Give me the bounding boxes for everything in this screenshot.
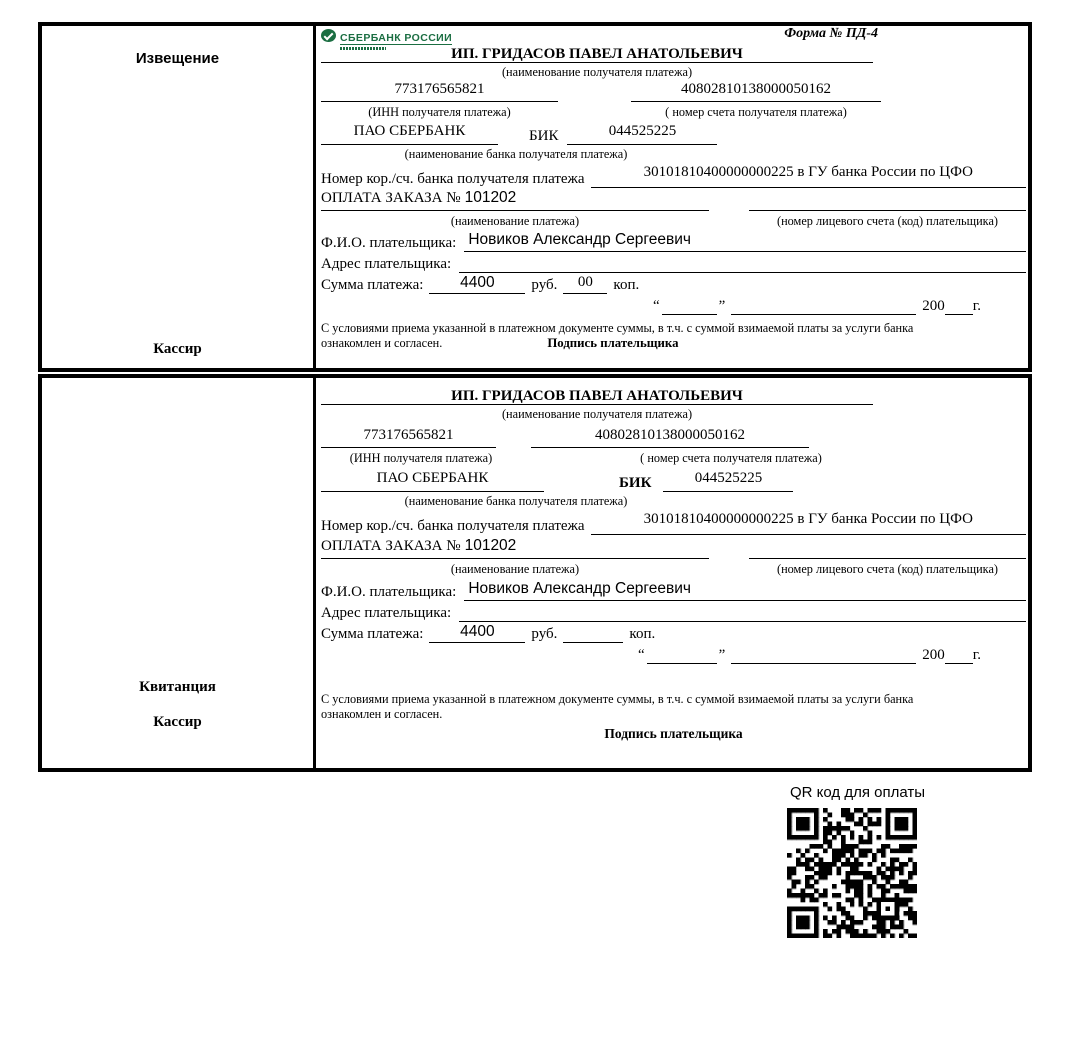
sum-rub-value: 4400	[429, 623, 525, 643]
account-caption: ( номер счета получателя платежа)	[665, 105, 847, 119]
sum-kop-value: 00	[563, 274, 607, 294]
date-year-field	[945, 314, 973, 315]
signature-label: Подпись плательщика	[547, 336, 679, 350]
fio-label: Ф.И.О. плательщика:	[321, 235, 457, 251]
rub-label: руб.	[531, 626, 558, 642]
notice-left-cell	[42, 26, 316, 368]
date-line: “ ” 200 г.	[637, 647, 981, 663]
payment-name-value: ОПЛАТА ЗАКАЗА № 101202	[321, 537, 709, 559]
address-label: Адрес плательщика:	[321, 256, 452, 272]
qr-code	[787, 808, 917, 938]
payment-caption: (наименование платежа)	[450, 214, 580, 228]
receipt-label: Квитанция	[139, 679, 216, 695]
address-value	[459, 602, 1026, 622]
corr-account-label: Номер кор./сч. банка получателя платежа	[321, 518, 585, 534]
account-value: 40802810138000050162	[531, 427, 809, 448]
account-value: 40802810138000050162	[631, 81, 881, 102]
notice-label: Извещение	[135, 50, 220, 67]
sum-label: Сумма платежа:	[321, 277, 424, 293]
order-number: 101202	[464, 537, 517, 554]
address-label: Адрес плательщика:	[321, 605, 452, 621]
kop-label: коп.	[629, 626, 656, 642]
payment-name-value: ОПЛАТА ЗАКАЗА № 101202	[321, 189, 709, 211]
corr-account-label: Номер кор./сч. банка получателя платежа	[321, 171, 585, 187]
bank-caption: (наименование банка получателя платежа)	[404, 494, 628, 508]
bik-value: 044525225	[567, 123, 717, 145]
sum-rub-value: 4400	[429, 274, 525, 294]
notice-form-area	[316, 26, 1028, 368]
sberbank-logo	[321, 28, 452, 50]
date-year-field	[945, 663, 973, 664]
receipt-cashier-label: Кассир	[153, 714, 202, 730]
fio-label: Ф.И.О. плательщика:	[321, 584, 457, 600]
order-number: 101202	[464, 189, 517, 206]
payee-caption: (наименование получателя платежа)	[501, 407, 693, 421]
receipt-left-cell	[42, 378, 316, 768]
kop-label: коп.	[613, 277, 640, 293]
bik-label: БИК	[529, 128, 559, 144]
agreement-text: С условиями приема указанной в платежном документе суммы, в т.ч. с суммой взимаемой платы за услуги банка ознакомлен и согласен. Подпись плательщика	[321, 321, 914, 350]
inn-value: 773176565821	[321, 427, 496, 448]
personal-account-caption: (номер лицевого счета (код) плательщика)	[776, 214, 999, 228]
bank-caption: (наименование банка получателя платежа)	[404, 147, 628, 161]
payee-name: ИП. ГРИДАСОВ ПАВЕЛ АНАТОЛЬЕВИЧ	[321, 46, 873, 63]
inn-caption: (ИНН получателя платежа)	[349, 451, 493, 465]
sum-label: Сумма платежа:	[321, 626, 424, 642]
bik-value: 044525225	[663, 470, 793, 492]
date-month-field	[731, 314, 916, 315]
qr-caption: QR код для оплаты	[790, 784, 926, 801]
qr-block	[787, 784, 937, 938]
payment-caption: (наименование платежа)	[450, 562, 580, 576]
sberbank-tagline-strip	[340, 47, 386, 50]
bank-name: ПАО СБЕРБАНК	[321, 123, 498, 145]
notice-section	[38, 22, 1032, 372]
signature-label: Подпись плательщика	[604, 726, 743, 741]
date-month-field	[731, 663, 916, 664]
bank-name: ПАО СБЕРБАНК	[321, 470, 544, 492]
receipt-section	[38, 374, 1032, 772]
sberbank-logo-text: СБЕРБАНК РОССИИ	[340, 32, 453, 44]
address-value	[459, 253, 1026, 273]
fio-value: Новиков Александр Сергеевич	[464, 580, 1026, 601]
inn-value: 773176565821	[321, 81, 558, 102]
payee-caption: (наименование получателя платежа)	[501, 65, 693, 79]
date-day-field	[647, 663, 717, 664]
payee-name: ИП. ГРИДАСОВ ПАВЕЛ АНАТОЛЬЕВИЧ	[321, 388, 873, 405]
account-caption: ( номер счета получателя платежа)	[640, 451, 822, 465]
bik-label: БИК	[619, 475, 652, 491]
notice-cashier-label: Кассир	[153, 341, 202, 357]
agreement-text: С условиями приема указанной в платежном документе суммы, в т.ч. с суммой взимаемой платы за услуги банка ознакомлен и согласен.	[321, 692, 914, 721]
sberbank-emblem-icon	[321, 29, 336, 42]
personal-account-field	[749, 537, 1026, 559]
inn-caption: (ИНН получателя платежа)	[368, 105, 511, 119]
fio-value: Новиков Александр Сергеевич	[464, 231, 1026, 252]
personal-account-caption: (номер лицевого счета (код) плательщика)	[776, 562, 999, 576]
sum-kop-value	[563, 623, 623, 643]
date-line: “ ” 200 г.	[652, 298, 981, 314]
corr-account-value: 30101810400000000225 в ГУ банка России по ЦФО	[591, 164, 1026, 188]
date-day-field	[662, 314, 717, 315]
receipt-form-area	[316, 378, 1028, 768]
rub-label: руб.	[531, 277, 558, 293]
personal-account-field	[749, 189, 1026, 211]
corr-account-value: 30101810400000000225 в ГУ банка России по ЦФО	[591, 511, 1026, 535]
form-number: Форма № ПД-4	[784, 26, 878, 41]
